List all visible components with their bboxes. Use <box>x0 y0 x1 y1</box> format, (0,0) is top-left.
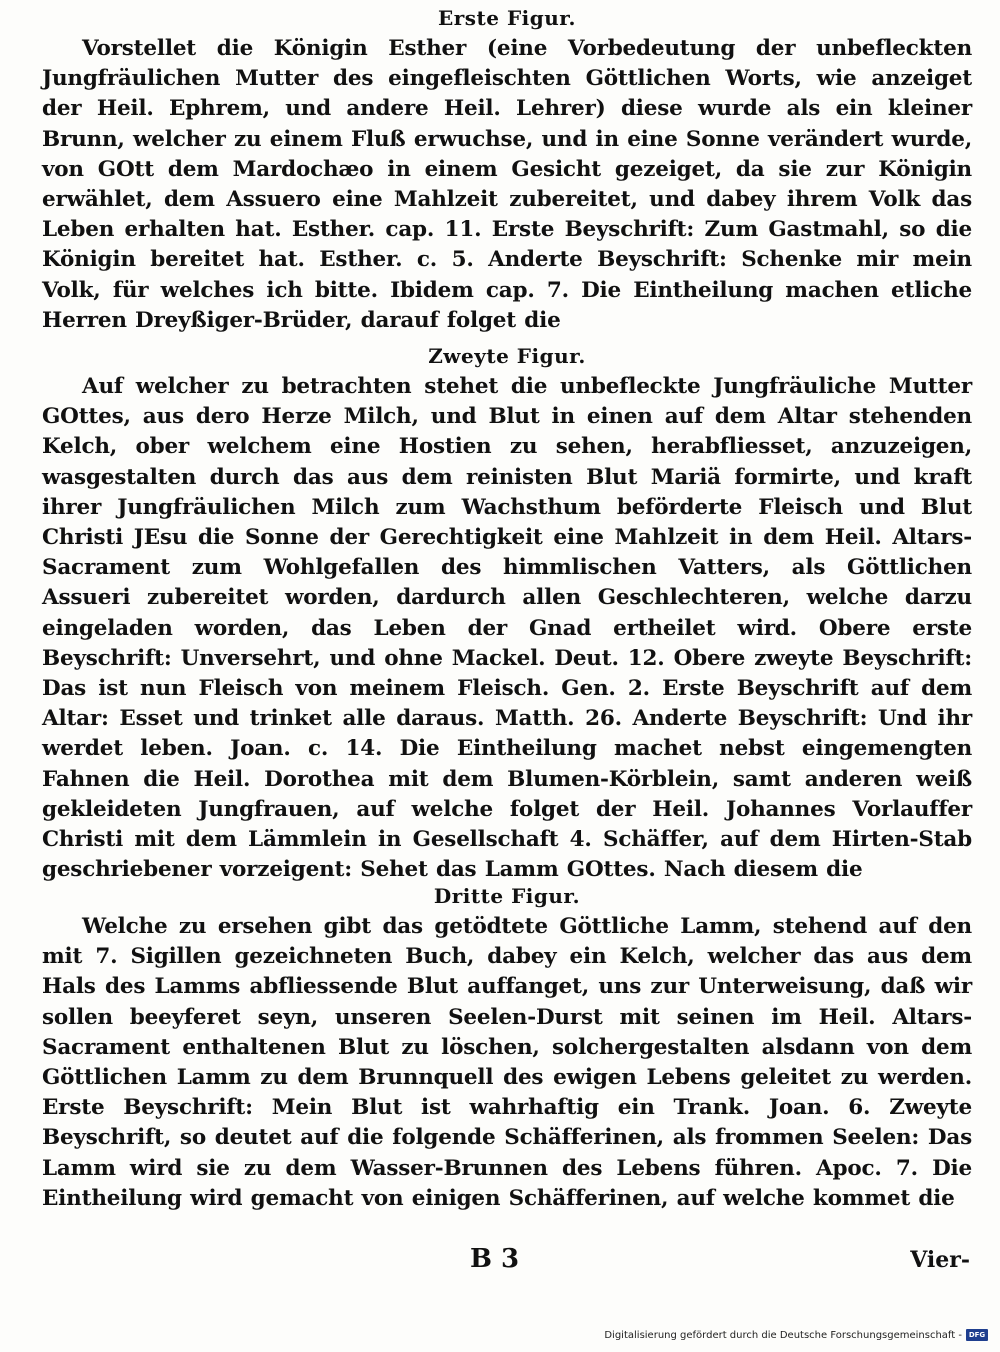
section-3-heading: Dritte Figur. <box>433 884 581 908</box>
dfg-logo-icon: DFG <box>966 1329 988 1341</box>
section-1-paragraph: Vorstellet die Königin Esther (eine Vorbedeutung der unbefleckten Jungfräulichen Mutter des eingefleischten Göttlichen Worts, wie anzeiget der Heil. Ephrem, und andere Heil. Lehrer) diese wurde als ein kleiner Brunn, welcher zu einem Fluß erwuchse, und in eine Sonne verändert wurde, von GOtt dem Mardochæo in einem Gesicht gezeiget, da sie zur Königin erwählet, dem Assuero eine Mahlzeit zubereitet, und dabey ihrem Volk das Leben erhalten hat. Esther. cap. 11. Erste Beyschrift: Zum Gastmahl, so die Königin bereitet hat. Esther. c. 5. Anderte Beyschrift: Schenke mir mein Volk, für welches ich bitte. Ibidem cap. 7. Die Eintheilung machen etliche Herren Dreyßiger-Brüder, darauf folget die <box>42 36 972 333</box>
section-3-paragraph: Welche zu ersehen gibt das getödtete Göttliche Lamm, stehend auf den mit 7. Sigillen gezeichneten Buch, dabey ein Kelch, welcher das aus dem Hals des Lamms abfliessende Blut auffanget, uns zur Unterweisung, daß wir sollen beeyferet seyn, unseren Seelen-Durst mit seinen im Heil. Altars-Sacrament enthaltenen Blut zu löschen, solchergestalten alsdann von dem Göttlichen Lamm zu dem Brunnquell des ewigen Lebens geleitet zu werden. Erste Beyschrift: Mein Blut ist wahrhaftig ein Trank. Joan. 6. Zweyte Beyschrift, so deutet auf die folgende Schäfferinen, als frommen Seelen: Das Lamm wird sie zu dem Wasser-Brunnen des Lebens führen. Apoc. 7. Die Eintheilung wird gemacht von einigen Schäfferinen, auf welche kommet die <box>42 914 972 1211</box>
section-2-heading: Zweyte Figur. <box>428 344 586 368</box>
signature-mark: B 3 <box>470 1244 520 1274</box>
section-1-heading: Erste Figur. <box>438 6 576 30</box>
catchword: Vier- <box>910 1247 970 1273</box>
section-2-paragraph: Auf welcher zu betrachten stehet die unbefleckte Jungfräuliche Mutter GOttes, aus dero Herze Milch, und Blut in einen auf dem Altar stehenden Kelch, ober welchem eine Hostien zu sehen, herabfliesset, anzuzeigen, wasgestalten durch das aus dem reinisten Blut Mariä formirte, und kraft ihrer Jungfräulichen Milch zum Wachsthum beförderte Fleisch und Blut Christi JEsu die Sonne der Gerechtigkeit eine Mahlzeit in dem Heil. Altars-Sacrament zum Wohlgefallen des himmlischen Vatters, als Göttlichen Assueri zubereitet worden, dardurch allen Geschlechteren, welche darzu eingeladen worden, das Leben der Gnad ertheilet wird. Obere erste Beyschrift: Unversehrt, und ohne Mackel. Deut. 12. Obere zweyte Beyschrift: Das ist nun Fleisch von meinem Fleisch. Gen. 2. Erste Beyschrift auf dem Altar: Esset und trinket alle daraus. Matth. 26. Anderte Beyschrift: Und ihr werdet leben. Joan. c. 14. Die Eintheilung machet nebst eingemengten Fahnen die Heil. Dorothea mit dem Blumen-Körblein, samt anderen weiß gekleideten Jungfrauen, auf welche folget der Heil. Johannes Vorlauffer Christi mit dem Lämmlein in Gesellschaft 4. Schäffer, auf dem Hirten-Stab geschriebener vorzeigent: Sehet das Lamm GOttes. Nach diesem die <box>42 374 972 883</box>
footer-text: Digitalisierung gefördert durch die Deutsche Forschungsgemeinschaft - <box>604 1329 962 1341</box>
digitization-footer <box>604 1326 988 1344</box>
